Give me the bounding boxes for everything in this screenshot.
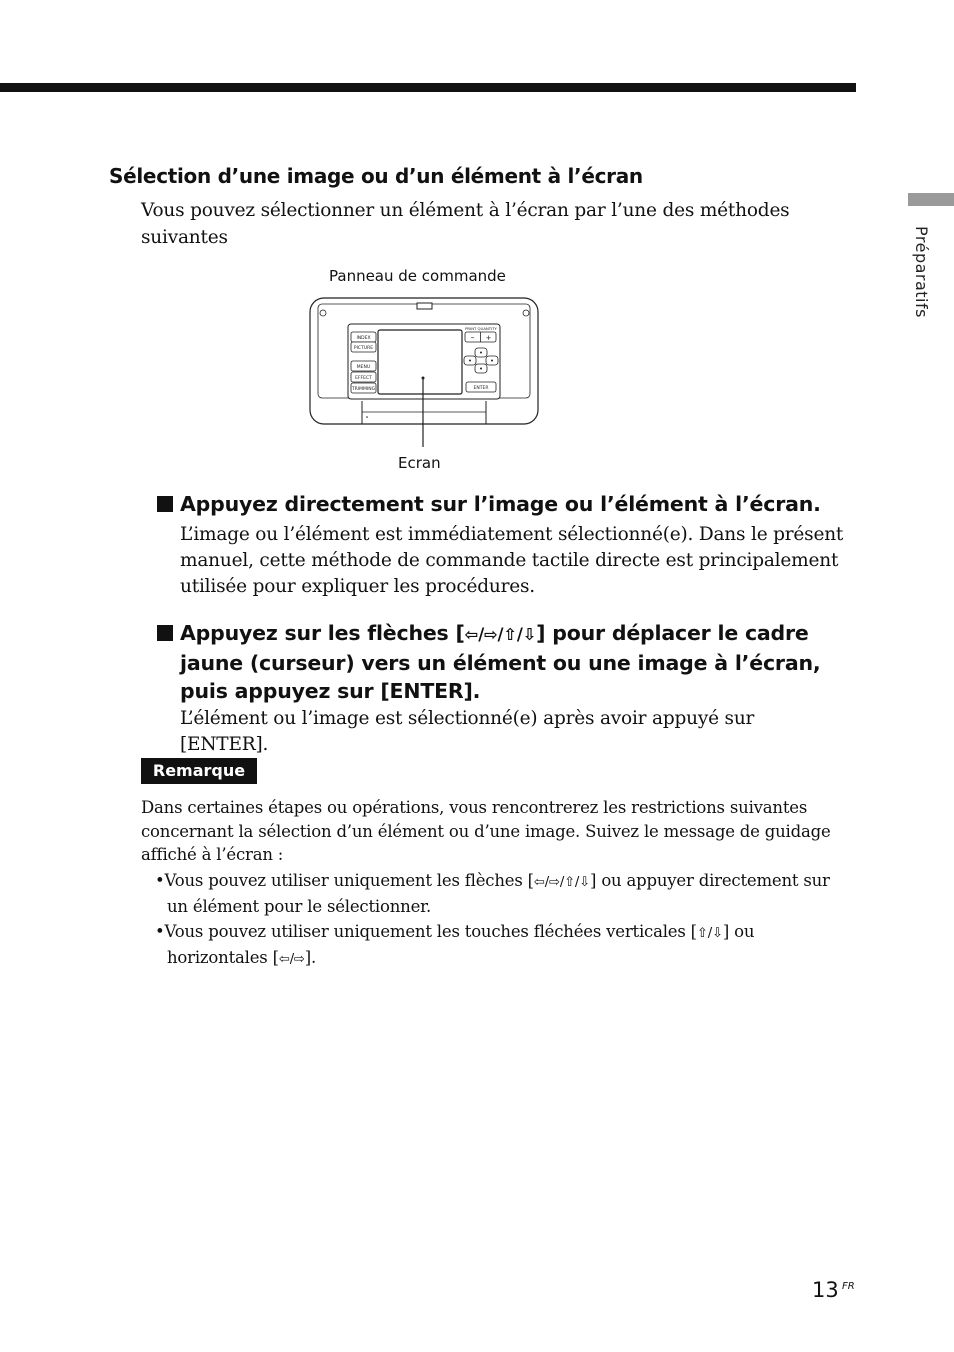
note-item-2: •Vous pouvez utiliser uniquement les touches fléchées verticales [⇧/⇩] ou horizontales [⇦/⇨]. <box>155 922 755 967</box>
step-1-bullet <box>157 496 173 512</box>
figure-label-control-panel: Panneau de commande <box>329 267 506 285</box>
section-title: Sélection d’une image ou d’un élément à l’écran <box>109 164 643 188</box>
side-tab-label: Préparatifs <box>912 226 931 318</box>
enter-button-label: ENTER <box>473 386 489 391</box>
index-button-label: INDEX <box>356 336 371 341</box>
print-quantity-label: PRINT QUANTITY <box>465 326 497 331</box>
note-text: Dans certaines étapes ou opérations, vous rencontrerez les restrictions suivantes concernant la sélection d’un élément ou d’une image. Suivez le message de guidage affiché à l’écran : <box>141 798 831 864</box>
vertical-arrow-keys-icon: ⇧/⇩ <box>696 926 723 941</box>
step-2-body: L’élément ou l’image est sélectionné(e) après avoir appuyé sur [ENTER]. <box>180 708 755 755</box>
svg-text:+: + <box>485 334 492 342</box>
arrow-keys-icon: ⇦/⇨/⇧/⇩ <box>533 875 591 890</box>
menu-button-label: MENU <box>356 365 371 370</box>
page-language: FR <box>842 1281 855 1292</box>
section-intro: Vous pouvez sélectionner un élément à l’écran par l’une des méthodes suivantes <box>141 200 790 248</box>
svg-text:–: – <box>470 333 475 342</box>
step-1-title: Appuyez directement sur l’image ou l’élément à l’écran. <box>180 492 821 516</box>
step-2-title: Appuyez sur les flèches [⇦/⇨/⇧/⇩] pour déplacer le cadre jaune (curseur) vers un élément ou une image à l’écran, puis appuyez sur [ENTER]. <box>180 621 821 703</box>
horizontal-arrow-keys-icon: ⇦/⇨ <box>278 952 305 967</box>
effect-button-label: EFFECT <box>355 376 372 381</box>
printer-control-panel-illustration <box>0 0 954 480</box>
step-2-bullet <box>157 625 173 641</box>
note-item-1: •Vous pouvez utiliser uniquement les flèches [⇦/⇨/⇧/⇩] ou appuyer directement sur un élément pour le sélectionner. <box>155 871 830 916</box>
step-1-body: L’image ou l’élément est immédiatement sélectionné(e). Dans le présent manuel, cette méthode de commande tactile directe est principalement utilisée pour expliquer les procédures. <box>180 524 844 597</box>
page-number: 13 <box>812 1278 839 1302</box>
arrow-keys-icon: ⇦/⇨/⇧/⇩ <box>464 625 537 644</box>
picture-button-label: PICTURE <box>353 346 374 351</box>
trimming-button-label: TRIMMING <box>351 387 376 392</box>
figure-label-screen: Ecran <box>398 454 441 472</box>
note-badge: Remarque <box>141 758 257 784</box>
